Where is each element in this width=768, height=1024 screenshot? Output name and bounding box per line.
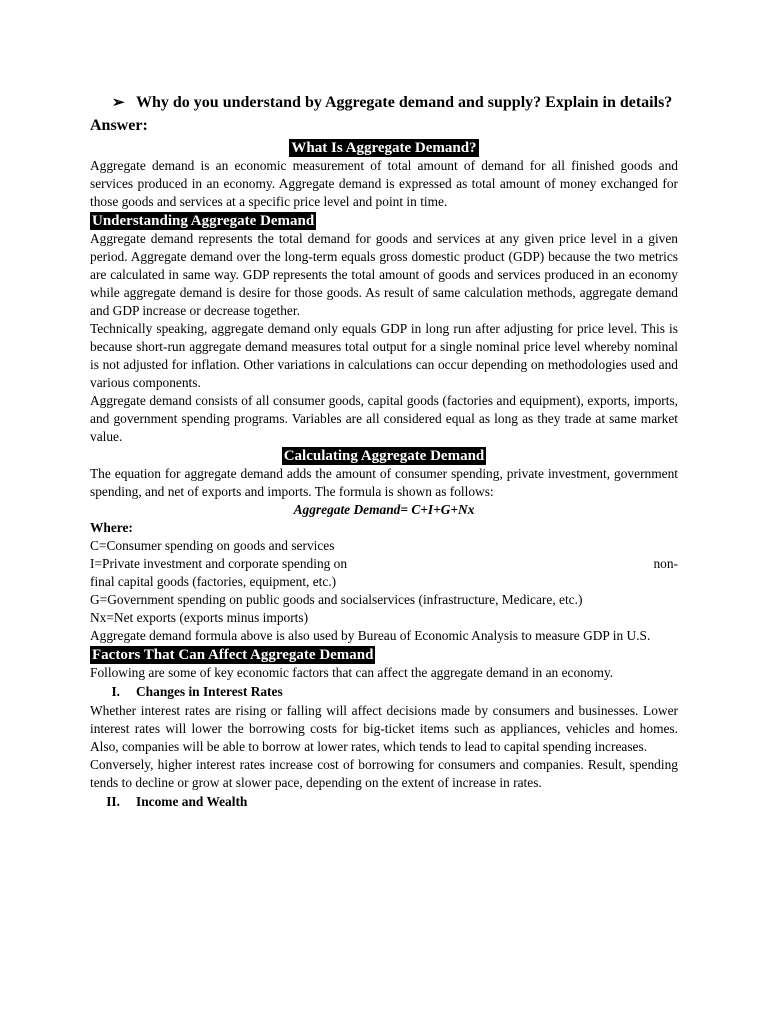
list-item-heading (90, 683, 678, 701)
paragraph: Aggregate demand formula above is also used by Bureau of Economic Analysis to measure GDP in U.S. (90, 628, 651, 643)
list-number: II. (106, 794, 120, 809)
where-label: Where: (90, 520, 133, 535)
paragraph: The equation for aggregate demand adds the amount of consumer spending, private investment, government spending, and net of exports and imports. The formula is shown as follows: (90, 466, 678, 499)
heading-calculating-text: Calculating Aggregate Demand (283, 448, 485, 464)
heading-understanding (90, 212, 678, 230)
definition-g: G=Government spending on public goods and socialservices (infrastructure, Medicare, etc.) (90, 592, 583, 607)
list-title: Changes in Interest Rates (136, 684, 283, 699)
paragraph: Following are some of key economic factors that can affect the aggregate demand in an economy. (90, 665, 614, 680)
heading-understanding-text: Understanding Aggregate Demand (92, 213, 315, 229)
heading-what-is-text: What Is Aggregate Demand? (291, 140, 477, 156)
formula: Aggregate Demand= C+I+G+Nx (293, 502, 475, 517)
definition-nx: Nx=Net exports (exports minus imports) (90, 610, 309, 625)
paragraph: Conversely, higher interest rates increase cost of borrowing for consumers and companies. Result, spending tends to decline or grow at slower pace, depending on the extent of increase in rates. (90, 757, 678, 790)
definition-i-left: I=Private investment and corporate spending on (90, 556, 348, 571)
paragraph: Technically speaking, aggregate demand only equals GDP in long run after adjusting for price level. This is because short-run aggregate demand measures total output for a single nominal price level whereby nominal is not adjusted for inflation. Other variations in calculations can occur depending on methodologies used and various components. (90, 321, 678, 390)
heading-calculating (90, 447, 678, 465)
list-number: I. (111, 684, 120, 699)
list-item-heading (90, 793, 678, 811)
list-title: Income and Wealth (136, 794, 248, 809)
arrow-bullet-icon: ➢ (112, 95, 125, 111)
heading-factors (90, 646, 678, 664)
answer-label: Answer: (90, 117, 148, 134)
question-text: Why do you understand by Aggregate demand and supply? Explain in details? (136, 94, 673, 111)
paragraph: Aggregate demand is an economic measurement of total amount of demand for all finished goods and services produced in an economy. Aggregate demand is expressed as total amount of money exchanged for those goods and services at a specific price level and point in time. (90, 158, 678, 209)
question (90, 92, 678, 114)
paragraph: Aggregate demand consists of all consumer goods, capital goods (factories and equipment), exports, imports, and government spending programs. Variables are all considered equal as long as they trade at same market value. (90, 393, 678, 444)
paragraph: Aggregate demand represents the total demand for goods and services at any given price level in a given period. Aggregate demand over the long-term equals gross domestic product (GDP) because the two metrics are calculated in same way. GDP represents the total amount of goods and services produced in an economy while aggregate demand is desire for those goods. As result of same calculation methods, aggregate demand and GDP increase or decrease together. (90, 231, 678, 318)
heading-what-is (90, 139, 678, 157)
definition-i (90, 555, 678, 573)
definition-i-right: non- (653, 556, 678, 571)
paragraph: Whether interest rates are rising or falling will affect decisions made by consumers and businesses. Lower interest rates will lower the borrowing costs for big-ticket items such as appliances, vehicles and homes. Also, companies will be able to borrow at lower rates, which tends to lead to capital spending increases. (90, 703, 678, 754)
definition-c: C=Consumer spending on goods and services (90, 538, 335, 553)
heading-factors-text: Factors That Can Affect Aggregate Demand (92, 647, 374, 663)
definition-i-continued: final capital goods (factories, equipment, etc.) (90, 574, 337, 589)
